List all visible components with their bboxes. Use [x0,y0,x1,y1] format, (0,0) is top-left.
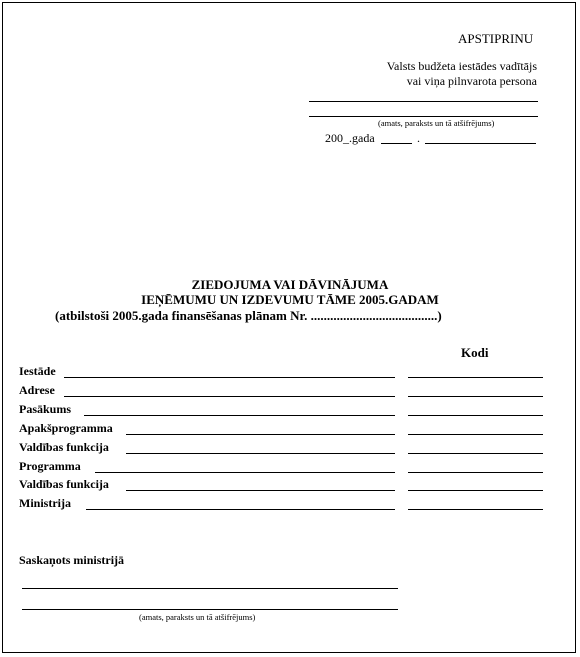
field-label-valdibas-funkcija-2: Valdības funkcija [19,477,109,491]
approval-date-day-line[interactable] [381,143,412,144]
field-label-iestade: Iestāde [19,364,56,378]
title-line-2: IEŅĒMUMU UN IZDEVUMU TĀME 2005.GADAM [141,292,439,307]
field-line-iestade[interactable] [64,377,395,378]
field-line-ministrija[interactable] [86,509,395,510]
approval-line-2: vai viņa pilnvarota persona [406,74,537,88]
code-line-adrese[interactable] [408,396,543,397]
code-line-programma[interactable] [408,472,543,473]
field-line-programma[interactable] [95,472,395,473]
field-line-pasakums[interactable] [84,415,395,416]
approval-date-year: 200_.gada [325,131,375,145]
approval-line-1: Valsts budžeta iestādes vadītājs [386,59,537,73]
field-label-valdibas-funkcija-1: Valdības funkcija [19,440,109,454]
ministry-signature-caption: (amats, paraksts un tā atšifrējums) [139,612,256,622]
approval-signature-line-1[interactable] [309,101,538,102]
field-label-pasakums: Pasākums [19,402,72,416]
field-label-adrese: Adrese [19,383,55,397]
approval-heading: APSTIPRINU [458,31,534,46]
ministry-signature-line-2[interactable] [22,609,398,610]
approval-signature-caption: (amats, paraksts un tā atšifrējums) [378,118,495,128]
field-line-adrese[interactable] [64,396,395,397]
field-label-programma: Programma [19,459,81,473]
field-line-apaksprogramma[interactable] [126,434,395,435]
field-label-apaksprogramma: Apakšprogramma [19,421,113,435]
code-line-ministrija[interactable] [408,509,543,510]
title-line-1: ZIEDOJUMA VAI DĀVINĀJUMA [191,277,389,292]
code-line-valdibas-funkcija-2[interactable] [408,490,543,491]
field-label-ministrija: Ministrija [19,496,71,510]
code-line-valdibas-funkcija-1[interactable] [408,453,543,454]
code-line-apaksprogramma[interactable] [408,434,543,435]
ministry-label: Saskaņots ministrijā [19,553,125,567]
ministry-signature-line-1[interactable] [22,588,398,589]
approval-date-separator: . [417,131,420,145]
field-line-valdibas-funkcija-2[interactable] [126,490,395,491]
code-line-pasakums[interactable] [408,415,543,416]
approval-signature-line-2[interactable] [309,116,538,117]
field-line-valdibas-funkcija-1[interactable] [126,453,395,454]
title-line-3: (atbilstoši 2005.gada finansēšanas plānam Nr. .......................................) [55,308,442,323]
approval-date-month-line[interactable] [425,143,536,144]
code-line-iestade[interactable] [408,377,543,378]
codes-header: Kodi [461,345,489,360]
